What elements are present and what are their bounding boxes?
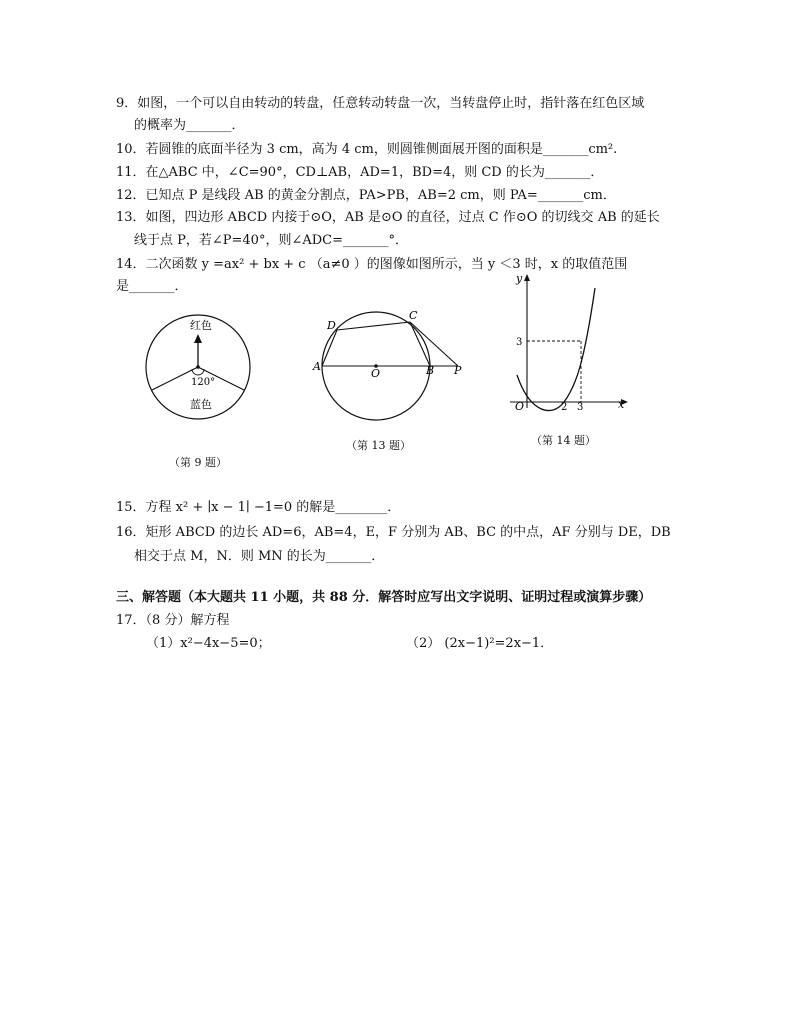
q12-text: 12．已知点 P 是线段 AB 的黄金分割点，PA>PB，AB=2 cm，则 PA=_______cm． xyxy=(116,188,616,203)
fig9-label-red: 红色 xyxy=(190,319,212,332)
q9-line1: 9．如图，一个可以自由转动的转盘，任意转动转盘一次，当转盘停止时，指针落在红色区域 xyxy=(116,96,645,111)
q17-part1: （1）x²−4x−5=0； xyxy=(146,636,271,651)
fig14-x-tick-2: 2 xyxy=(561,402,568,413)
fig13-label-b: B xyxy=(426,364,435,377)
figure-9-caption: （第 9 题） xyxy=(169,456,227,469)
figure-14-graph xyxy=(500,268,640,418)
q14-line2: 是_______． xyxy=(116,279,188,294)
figure-9-spinner xyxy=(140,303,270,428)
q11-text: 11．在△ABC 中，∠C=90°，CD⊥AB，AD=1，BD=4，则 CD 的长为_______． xyxy=(116,165,604,180)
fig13-label-a: A xyxy=(313,360,321,373)
q15-text: 15．方程 x² + ∣x − 1∣ −1=0 的解是________． xyxy=(116,500,401,515)
q14-line1: 14．二次函数 y =ax² + bx + c （a≠0 ）的图像如图所示，当 y ＜3 时，x 的取值范围 xyxy=(116,257,628,272)
fig14-origin-label: O xyxy=(515,400,525,413)
q13-line2: 线于点 P，若∠P=40°，则∠ADC=_______°． xyxy=(134,233,408,248)
fig13-label-d: D xyxy=(327,319,336,332)
figure-13-caption: （第 13 题） xyxy=(346,439,411,452)
q10-text: 10．若圆锥的底面半径为 3 cm，高为 4 cm，则圆锥侧面展开图的面积是_______cm². xyxy=(116,142,618,157)
fig14-x-axis-label: x xyxy=(618,398,625,411)
q16-line2: 相交于点 M，N．则 MN 的长为_______． xyxy=(134,549,385,564)
figure-13-circle xyxy=(310,305,470,435)
fig14-y-axis-label: y xyxy=(516,272,523,285)
fig9-angle-label: 120° xyxy=(191,377,216,388)
q17-part2: （2） (2x−1)²=2x−1． xyxy=(406,636,554,651)
fig14-x-tick-3: 3 xyxy=(577,402,584,413)
q16-line1: 16．矩形 ABCD 的边长 AD=6，AB=4，E，F 分别为 AB、BC 的中点，AF 分别与 DE，DB xyxy=(116,525,671,540)
fig13-label-p: P xyxy=(454,364,462,377)
q17-text: 17．（8 分）解方程 xyxy=(116,613,230,628)
q13-line1: 13．如图，四边形 ABCD 内接于⊙O，AB 是⊙O 的直径，过点 C 作⊙O 的切线交 AB 的延长 xyxy=(116,210,660,225)
fig9-label-blue: 蓝色 xyxy=(190,398,212,411)
section-3-heading: 三、解答题（本大题共 11 小题，共 88 分．解答时应写出文字说明、证明过程或演算步骤） xyxy=(116,590,652,605)
fig13-label-o: O xyxy=(371,367,381,380)
q9-line2: 的概率为_______． xyxy=(134,118,245,133)
figure-14-caption: （第 14 题） xyxy=(531,434,596,447)
fig14-y-tick-3: 3 xyxy=(516,337,523,348)
fig13-label-c: C xyxy=(409,309,418,322)
